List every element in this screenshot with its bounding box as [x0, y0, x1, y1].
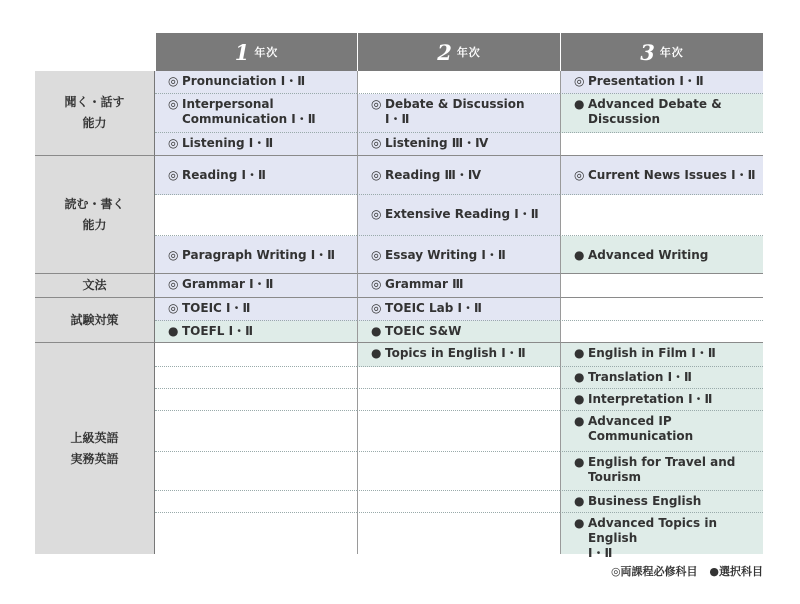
empty-cell [357, 491, 560, 513]
empty-cell [155, 452, 357, 491]
table-corner [35, 33, 155, 71]
empty-cell [155, 513, 357, 554]
legend [603, 563, 763, 579]
course-cell: ● Translation Ⅰ・Ⅱ [560, 367, 763, 389]
empty-cell [357, 389, 560, 411]
category-listening-speaking: 聞く・話す 能力 [35, 71, 155, 156]
course-cell: ◎ Debate & Discussion Ⅰ・Ⅱ [357, 94, 560, 133]
course-cell: ◎ Grammar Ⅲ [357, 274, 560, 298]
course-cell: ◎ TOEIC Ⅰ・Ⅱ [155, 298, 357, 321]
course-cell: ◎ Essay Writing Ⅰ・Ⅱ [357, 236, 560, 274]
course-cell: ◎ Grammar Ⅰ・Ⅱ [155, 274, 357, 298]
course-cell: ◎ Extensive Reading Ⅰ・Ⅱ [357, 195, 560, 236]
course-cell: ● Advanced IP Communication [560, 411, 763, 452]
course-cell: ◎ Reading Ⅰ・Ⅱ [155, 156, 357, 195]
legend-elective: ●選択科目 [709, 565, 763, 578]
empty-cell [357, 411, 560, 452]
empty-cell [155, 367, 357, 389]
empty-cell [155, 195, 357, 236]
year-3-header: 3 年次 [560, 33, 763, 71]
course-cell: ◎ Listening Ⅰ・Ⅱ [155, 133, 357, 156]
empty-cell [357, 71, 560, 94]
year-2-header: 2 年次 [357, 33, 560, 71]
course-cell: ● Interpretation Ⅰ・Ⅱ [560, 389, 763, 411]
category-advanced-english: 上級英語 実務英語 [35, 343, 155, 554]
course-cell: ● Advanced Debate & Discussion [560, 94, 763, 133]
course-cell: ● TOEFL Ⅰ・Ⅱ [155, 321, 357, 343]
course-cell: ● Business English [560, 491, 763, 513]
empty-cell [357, 452, 560, 491]
legend-required: ◎両課程必修科目 [610, 565, 698, 578]
course-cell: ◎ Current News Issues Ⅰ・Ⅱ [560, 156, 763, 195]
category-grammar: 文法 [35, 274, 155, 298]
course-cell: ● TOEIC S&W [357, 321, 560, 343]
course-cell: ● English in Film Ⅰ・Ⅱ [560, 343, 763, 367]
empty-cell [155, 389, 357, 411]
empty-cell [357, 367, 560, 389]
category-exam-prep: 試験対策 [35, 298, 155, 343]
empty-cell [560, 133, 763, 156]
course-cell: ◎ Pronunciation Ⅰ・Ⅱ [155, 71, 357, 94]
empty-cell [155, 343, 357, 367]
empty-cell [560, 321, 763, 343]
empty-cell [357, 513, 560, 554]
course-cell: ● Advanced Writing [560, 236, 763, 274]
course-cell: ◎ Reading Ⅲ・Ⅳ [357, 156, 560, 195]
empty-cell [560, 298, 763, 321]
course-cell: ◎ TOEIC Lab Ⅰ・Ⅱ [357, 298, 560, 321]
empty-cell [155, 411, 357, 452]
course-cell: ● English for Travel and Tourism [560, 452, 763, 491]
empty-cell [155, 491, 357, 513]
course-cell: ◎ Presentation Ⅰ・Ⅱ [560, 71, 763, 94]
category-reading-writing: 読む・書く 能力 [35, 156, 155, 274]
curriculum-table [35, 33, 763, 560]
empty-cell [560, 274, 763, 298]
empty-cell [560, 195, 763, 236]
course-cell: ◎ Paragraph Writing Ⅰ・Ⅱ [155, 236, 357, 274]
course-cell: ● Advanced Topics in English Ⅰ・Ⅱ [560, 513, 763, 554]
year-1-header: 1 年次 [155, 33, 357, 71]
course-cell: ● Topics in English Ⅰ・Ⅱ [357, 343, 560, 367]
course-cell: ◎ Listening Ⅲ・Ⅳ [357, 133, 560, 156]
course-cell: ◎ Interpersonal Communication Ⅰ・Ⅱ [155, 94, 357, 133]
